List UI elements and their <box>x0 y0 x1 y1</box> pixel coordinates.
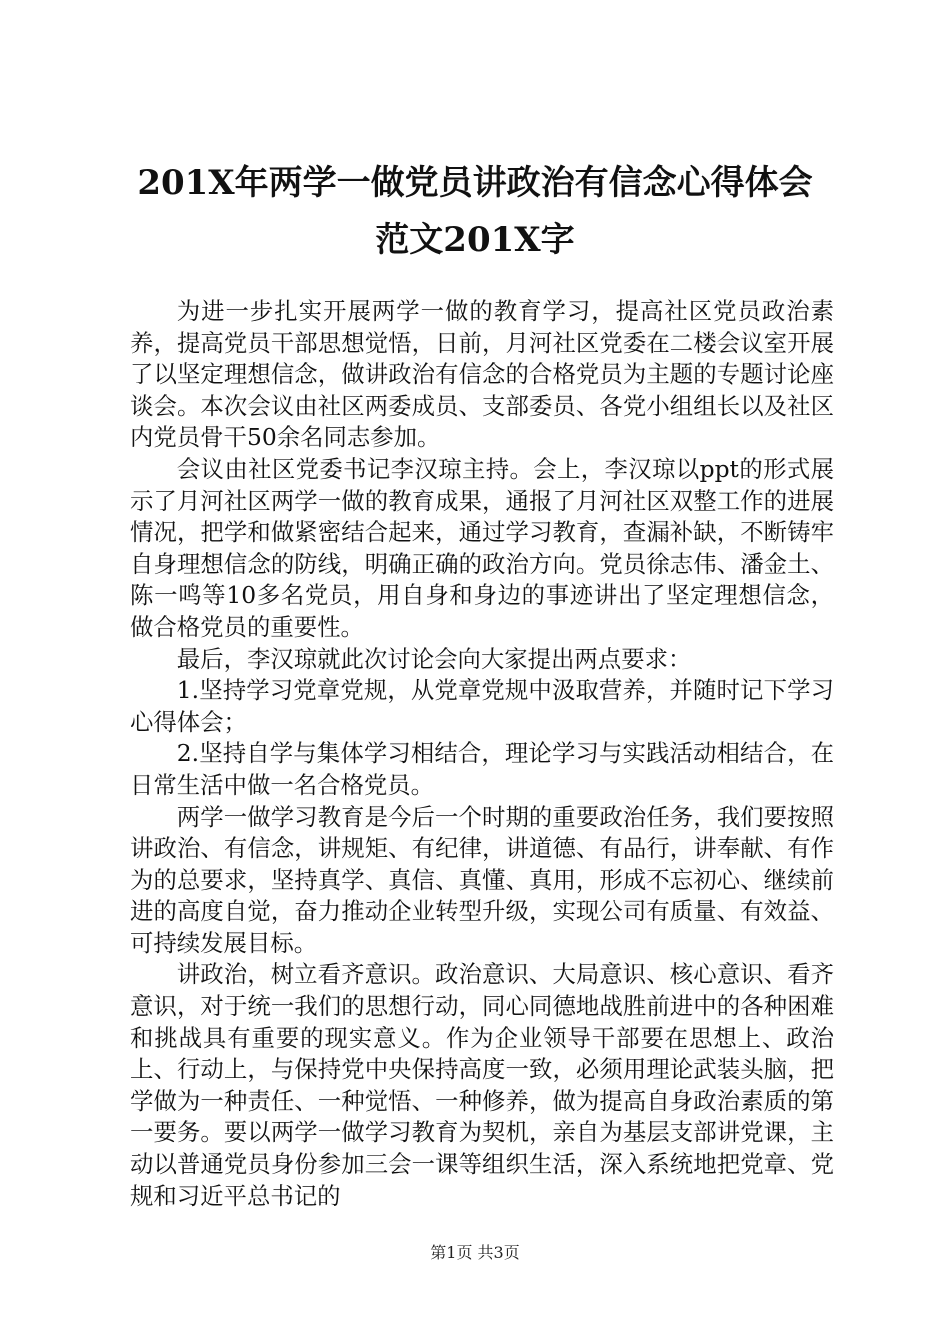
document-title-line1: 201X年两学一做党员讲政治有信念心得体会 <box>137 163 813 203</box>
paragraph: 两学一做学习教育是今后一个时期的重要政治任务，我们要按照讲政治、有信念，讲规矩、有纪律，讲道德、有品行，讲奉献、有作为的总要求，坚持真学、真信、真懂、真用，形成不忘初心、继续前进的高度自觉，奋力推动企业转型升级，实现公司有质量、有效益、可持续发展目标。 <box>130 802 834 957</box>
paragraph: 1.坚持学习党章党规，从党章党规中汲取营养，并随时记下学习心得体会； <box>130 676 834 736</box>
paragraph: 为进一步扎实开展两学一做的教育学习，提高社区党员政治素养，提高党员干部思想觉悟，日前，月河社区党委在二楼会议室开展了以坚定理想信念，做讲政治有信念的合格党员为主题的专题讨论座谈会。本次会议由社区两委成员、支部委员、各党小组组长以及社区内党员骨干50余名同志参加。 <box>130 297 834 452</box>
paragraph: 最后，李汉琼就此次讨论会向大家提出两点要求： <box>176 644 692 673</box>
document-body <box>130 296 834 1212</box>
paragraph: 讲政治，树立看齐意识。政治意识、大局意识、核心意识、看齐意识，对于统一我们的思想行动，同心同德地战胜前进中的各种困难和挑战具有重要的现实意义。作为企业领导干部要在思想上、政治上、行动上，与保持党中央保持高度一致，必须用理论武装头脑，把学做为一种责任、一种觉悟、一种修养，做为提高自身政治素质的第一要务。要以两学一做学习教育为契机，亲自为基层支部讲党课，主动以普通党员身份参加三会一课等组织生活，深入系统地把党章、党规和习近平总书记的 <box>130 960 834 1210</box>
document-title-line2: 范文201X字 <box>375 220 575 260</box>
page-footer: 第1页 共3页 <box>430 1243 520 1262</box>
paragraph: 会议由社区党委书记李汉琼主持。会上，李汉琼以ppt的形式展示了月河社区两学一做的教育成果，通报了月河社区双整工作的进展情况，把学和做紧密结合起来，通过学习教育，查漏补缺，不断铸牢自身理想信念的防线，明确正确的政治方向。党员徐志伟、潘金土、陈一鸣等10多名党员，用自身和身边的事迹讲出了坚定理想信念，做合格党员的重要性。 <box>130 454 834 641</box>
paragraph: 2.坚持自学与集体学习相结合，理论学习与实践活动相结合，在日常生活中做一名合格党员。 <box>130 739 834 799</box>
